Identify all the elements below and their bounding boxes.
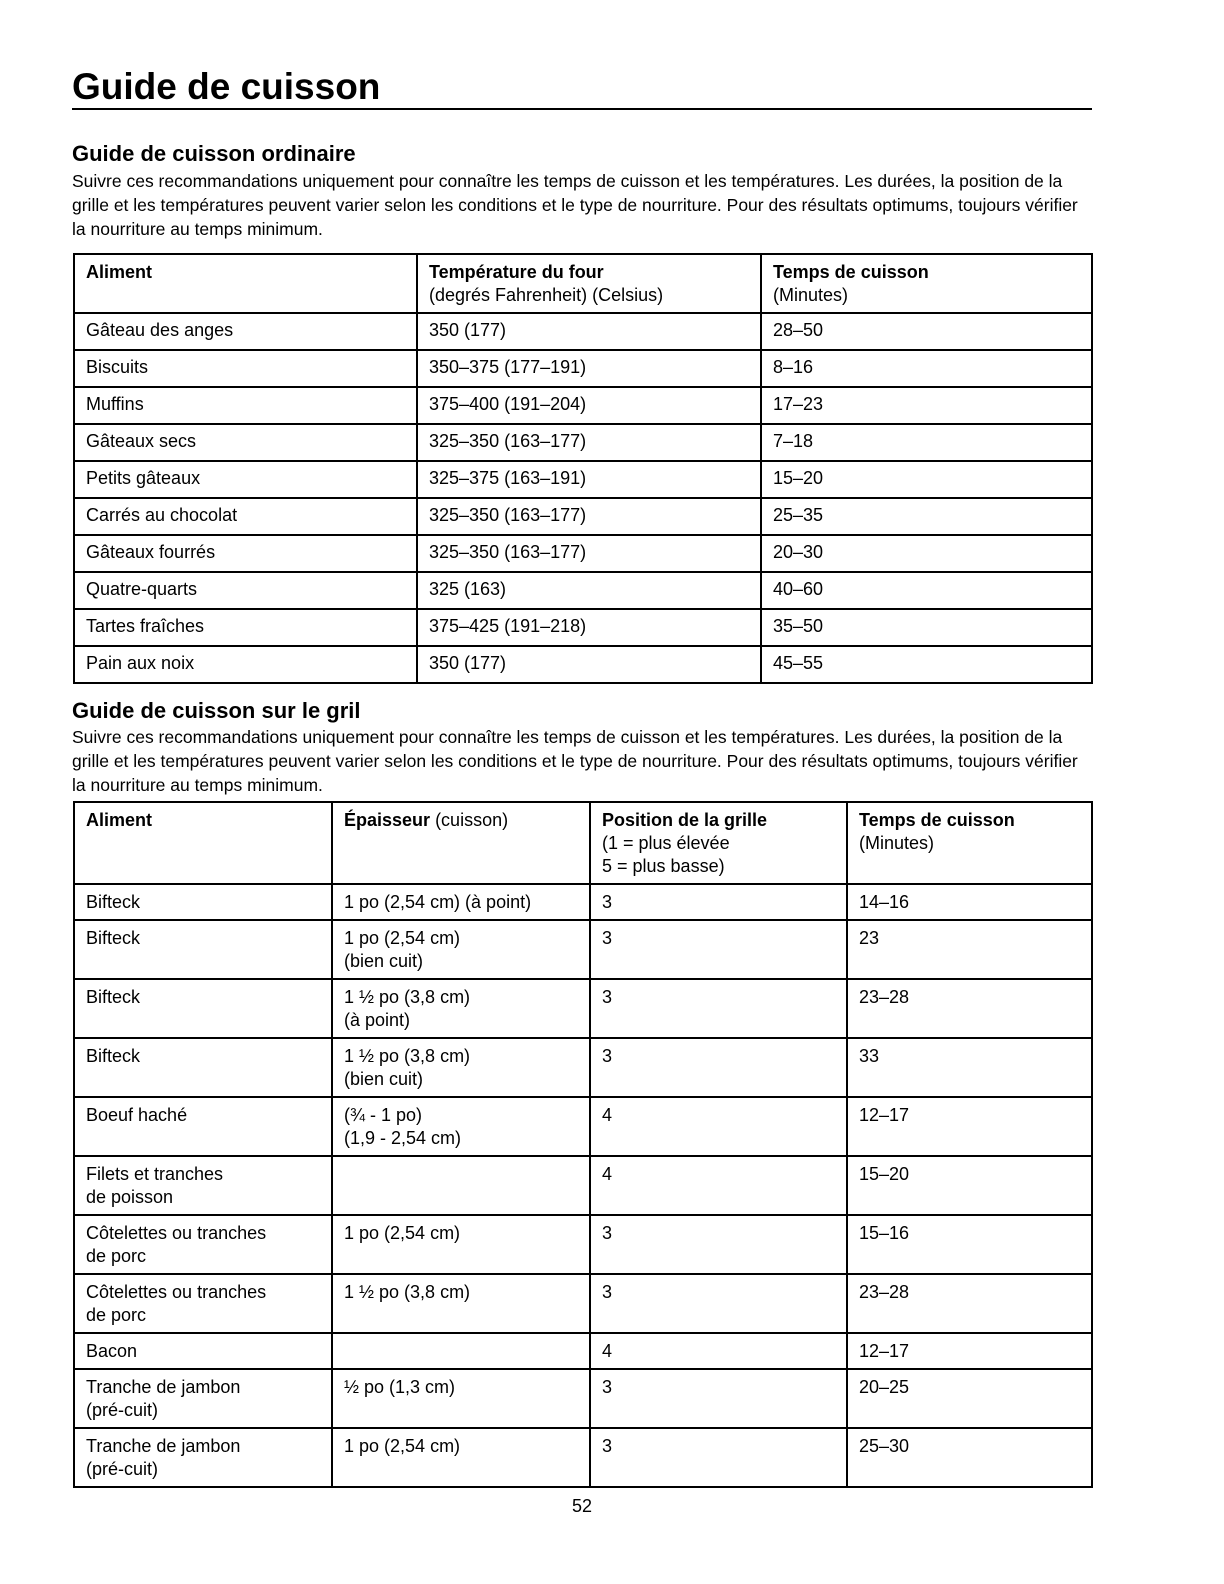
cooking-time-cell-text: 23–28 [859, 987, 910, 1007]
table-row [74, 646, 1092, 683]
cooking-time-cell [847, 920, 1092, 979]
food-cell [74, 387, 417, 424]
cooking-time-cell-text: 45–55 [773, 653, 824, 673]
table-row [74, 313, 1092, 350]
header-food: Aliment [74, 254, 417, 313]
food-cell-text: Muffins [86, 394, 144, 414]
food-cell-text: Bifteck [86, 928, 141, 948]
thickness-cell-text: 1 po (2,54 cm) [344, 1436, 461, 1456]
rack-position-cell [590, 1428, 847, 1487]
thickness-cell [332, 1097, 590, 1156]
cooking-time-cell [761, 498, 1092, 535]
cooking-time-cell [847, 1215, 1092, 1274]
thickness-cell-text: 1 po (2,54 cm) [344, 1223, 461, 1243]
rack-position-cell [590, 1274, 847, 1333]
food-cell-text: Bifteck [86, 987, 141, 1007]
food-cell [74, 535, 417, 572]
food-cell [74, 350, 417, 387]
thickness-cell [332, 1274, 590, 1333]
cooking-time-cell [761, 387, 1092, 424]
rack-position-cell-text: 4 [602, 1341, 613, 1361]
grill-guide-intro: Suivre ces recommandations uniquement pour connaître les temps de cuisson et les températures. Les durées, la position de la grille et les températures peuvent varier selon les conditions et le type de nourriture. Pour des résultats optimums, toujours vérifier la nourriture au temps minimum. [72, 727, 1078, 795]
thickness-cell [332, 884, 590, 920]
cooking-time-cell [761, 350, 1092, 387]
rack-position-cell [590, 1038, 847, 1097]
food-cell [74, 572, 417, 609]
cooking-time-cell-text: 7–18 [773, 431, 814, 451]
food-cell-text: Pain aux noix [86, 653, 195, 673]
thickness-cell [332, 1038, 590, 1097]
food-cell [74, 461, 417, 498]
food-cell [74, 609, 417, 646]
table-row [74, 1215, 1092, 1274]
rack-position-cell [590, 1097, 847, 1156]
rack-position-cell [590, 1156, 847, 1215]
food-cell-text: Bifteck [86, 892, 141, 912]
table-row [74, 350, 1092, 387]
food-cell-text: Gâteau des anges [86, 320, 234, 340]
cooking-time-cell-text: 14–16 [859, 892, 910, 912]
thickness-cell [332, 1333, 590, 1369]
food-cell-text: Tranche de jambon (pré-cuit) [86, 1377, 241, 1420]
cooking-time-cell-text: 40–60 [773, 579, 824, 599]
food-cell [74, 1369, 332, 1428]
grill-guide-title: Guide de cuisson sur le gril [72, 698, 361, 723]
cooking-time-cell [761, 424, 1092, 461]
oven-temperature-cell-text: 325–375 (163–191) [429, 468, 587, 488]
food-cell-text: Quatre-quarts [86, 579, 198, 599]
header-oven-temperature: Température du four (degrés Fahrenheit) (Celsius) [417, 254, 761, 313]
cooking-time-cell-text: 35–50 [773, 616, 824, 636]
food-cell-text: Tartes fraîches [86, 616, 205, 636]
table-row [74, 1038, 1092, 1097]
table-row [74, 1333, 1092, 1369]
oven-temperature-cell-text: 325 (163) [429, 579, 507, 599]
food-cell-text: Côtelettes ou tranches de porc [86, 1223, 267, 1266]
cooking-time-cell-text: 15–20 [859, 1164, 910, 1184]
rack-position-cell-text: 3 [602, 1377, 613, 1397]
oven-temperature-cell [417, 498, 761, 535]
oven-temperature-cell [417, 313, 761, 350]
rack-position-cell-text: 3 [602, 1223, 613, 1243]
cooking-time-cell-text: 25–30 [859, 1436, 910, 1456]
thickness-cell-text: 1 ½ po (3,8 cm) (à point) [344, 987, 471, 1030]
food-cell [74, 1428, 332, 1487]
header-thickness: Épaisseur (cuisson) [332, 802, 590, 884]
oven-guide-intro: Suivre ces recommandations uniquement pour connaître les temps de cuisson et les températures. Les durées, la position de la grille et les températures peuvent varier selon les conditions et le type de nourriture. Pour des résultats optimums, toujours vérifier la nourriture au temps minimum. [72, 171, 1078, 239]
food-cell-text: Biscuits [86, 357, 149, 377]
cooking-time-cell [847, 1369, 1092, 1428]
table-row [74, 498, 1092, 535]
rack-position-cell-text: 3 [602, 1436, 613, 1456]
food-cell-text: Petits gâteaux [86, 468, 201, 488]
header-food: Aliment [74, 802, 332, 884]
thickness-cell [332, 1215, 590, 1274]
food-cell-text: Gâteaux secs [86, 431, 197, 451]
cooking-time-cell [761, 609, 1092, 646]
table-row [74, 1369, 1092, 1428]
thickness-cell-text: (¾ - 1 po) (1,9 - 2,54 cm) [344, 1105, 462, 1148]
food-cell [74, 1038, 332, 1097]
rack-position-cell-text: 3 [602, 892, 613, 912]
food-cell [74, 920, 332, 979]
cooking-time-cell-text: 28–50 [773, 320, 824, 340]
table-row [74, 1274, 1092, 1333]
rack-position-cell [590, 979, 847, 1038]
cooking-time-cell [761, 461, 1092, 498]
thickness-cell [332, 1369, 590, 1428]
food-cell-text: Filets et tranches de poisson [86, 1164, 224, 1207]
cooking-time-cell-text: 8–16 [773, 357, 814, 377]
oven-temperature-cell-text: 325–350 (163–177) [429, 505, 587, 525]
header-rack-position: Position de la grille (1 = plus élevée 5 = plus basse) [590, 802, 847, 884]
table-row [74, 979, 1092, 1038]
thickness-cell-text: 1 ½ po (3,8 cm) (bien cuit) [344, 1046, 471, 1089]
food-cell-text: Gâteaux fourrés [86, 542, 216, 562]
food-cell [74, 313, 417, 350]
oven-temperature-cell-text: 375–400 (191–204) [429, 394, 587, 414]
cooking-time-cell [847, 979, 1092, 1038]
food-cell [74, 498, 417, 535]
cooking-time-cell [847, 1097, 1092, 1156]
food-cell-text: Tranche de jambon (pré-cuit) [86, 1436, 241, 1479]
table-row [74, 424, 1092, 461]
rack-position-cell [590, 1369, 847, 1428]
food-cell [74, 646, 417, 683]
oven-guide-header-row [74, 254, 1092, 313]
table-row [74, 1097, 1092, 1156]
thickness-cell [332, 920, 590, 979]
table-row [74, 609, 1092, 646]
food-cell-text: Bacon [86, 1341, 138, 1361]
cooking-time-cell-text: 17–23 [773, 394, 824, 414]
thickness-cell [332, 1156, 590, 1215]
food-cell [74, 1274, 332, 1333]
oven-temperature-cell [417, 424, 761, 461]
food-cell-text: Bifteck [86, 1046, 141, 1066]
oven-temperature-cell [417, 461, 761, 498]
thickness-cell-text: 1 po (2,54 cm) (bien cuit) [344, 928, 461, 971]
food-cell [74, 979, 332, 1038]
oven-temperature-cell-text: 325–350 (163–177) [429, 431, 587, 451]
oven-temperature-cell [417, 646, 761, 683]
cooking-time-cell-text: 23 [859, 928, 880, 948]
table-row [74, 461, 1092, 498]
rack-position-cell [590, 884, 847, 920]
thickness-cell [332, 979, 590, 1038]
oven-temperature-cell [417, 387, 761, 424]
rack-position-cell-text: 3 [602, 1282, 613, 1302]
table-row [74, 920, 1092, 979]
cooking-time-cell-text: 20–30 [773, 542, 824, 562]
cooking-time-cell [761, 572, 1092, 609]
cooking-time-cell-text: 15–16 [859, 1223, 910, 1243]
rack-position-cell-text: 4 [602, 1105, 613, 1125]
food-cell [74, 1215, 332, 1274]
table-row [74, 572, 1092, 609]
cooking-time-cell [847, 1333, 1092, 1369]
table-row [74, 387, 1092, 424]
cooking-time-cell-text: 33 [859, 1046, 880, 1066]
food-cell [74, 1333, 332, 1369]
oven-temperature-cell [417, 572, 761, 609]
food-cell [74, 1156, 332, 1215]
header-cooking-time: Temps de cuisson (Minutes) [761, 254, 1092, 313]
cooking-time-cell [847, 1428, 1092, 1487]
thickness-cell-text: ½ po (1,3 cm) [344, 1377, 456, 1397]
food-cell [74, 1097, 332, 1156]
food-cell-text: Côtelettes ou tranches de porc [86, 1282, 267, 1325]
cooking-time-cell-text: 12–17 [859, 1341, 910, 1361]
table-row [74, 884, 1092, 920]
oven-temperature-cell-text: 350 (177) [429, 320, 507, 340]
oven-temperature-cell-text: 375–425 (191–218) [429, 616, 587, 636]
rack-position-cell [590, 920, 847, 979]
food-cell [74, 884, 332, 920]
grill-guide-header-row [74, 802, 1092, 884]
thickness-cell-text: 1 ½ po (3,8 cm) [344, 1282, 471, 1302]
page-number: 52 [571, 1496, 593, 1516]
oven-guide-title: Guide de cuisson ordinaire [72, 141, 356, 166]
thickness-cell-text: 1 po (2,54 cm) (à point) [344, 892, 532, 912]
oven-guide-table [73, 253, 1093, 684]
cooking-time-cell-text: 20–25 [859, 1377, 910, 1397]
cooking-time-cell [847, 1156, 1092, 1215]
thickness-cell [332, 1428, 590, 1487]
cooking-time-cell-text: 23–28 [859, 1282, 910, 1302]
rack-position-cell-text: 3 [602, 987, 613, 1007]
cooking-time-cell [847, 1038, 1092, 1097]
cooking-time-cell [847, 884, 1092, 920]
cooking-time-cell [847, 1274, 1092, 1333]
header-cooking-time: Temps de cuisson (Minutes) [847, 802, 1092, 884]
table-row [74, 535, 1092, 572]
oven-temperature-cell-text: 350–375 (177–191) [429, 357, 587, 377]
food-cell-text: Carrés au chocolat [86, 505, 238, 525]
cooking-time-cell [761, 313, 1092, 350]
cooking-time-cell [761, 646, 1092, 683]
rack-position-cell [590, 1215, 847, 1274]
oven-temperature-cell-text: 325–350 (163–177) [429, 542, 587, 562]
oven-temperature-cell-text: 350 (177) [429, 653, 507, 673]
oven-temperature-cell [417, 535, 761, 572]
rack-position-cell-text: 4 [602, 1164, 613, 1184]
grill-guide-table [73, 801, 1093, 1488]
page-title: Guide de cuisson [72, 66, 1092, 110]
oven-temperature-cell [417, 350, 761, 387]
oven-temperature-cell [417, 609, 761, 646]
rack-position-cell-text: 3 [602, 1046, 613, 1066]
cooking-time-cell-text: 12–17 [859, 1105, 910, 1125]
cooking-time-cell-text: 15–20 [773, 468, 824, 488]
rack-position-cell [590, 1333, 847, 1369]
cooking-time-cell-text: 25–35 [773, 505, 824, 525]
rack-position-cell-text: 3 [602, 928, 613, 948]
table-row [74, 1428, 1092, 1487]
cooking-time-cell [761, 535, 1092, 572]
food-cell-text: Boeuf haché [86, 1105, 188, 1125]
table-row [74, 1156, 1092, 1215]
food-cell [74, 424, 417, 461]
